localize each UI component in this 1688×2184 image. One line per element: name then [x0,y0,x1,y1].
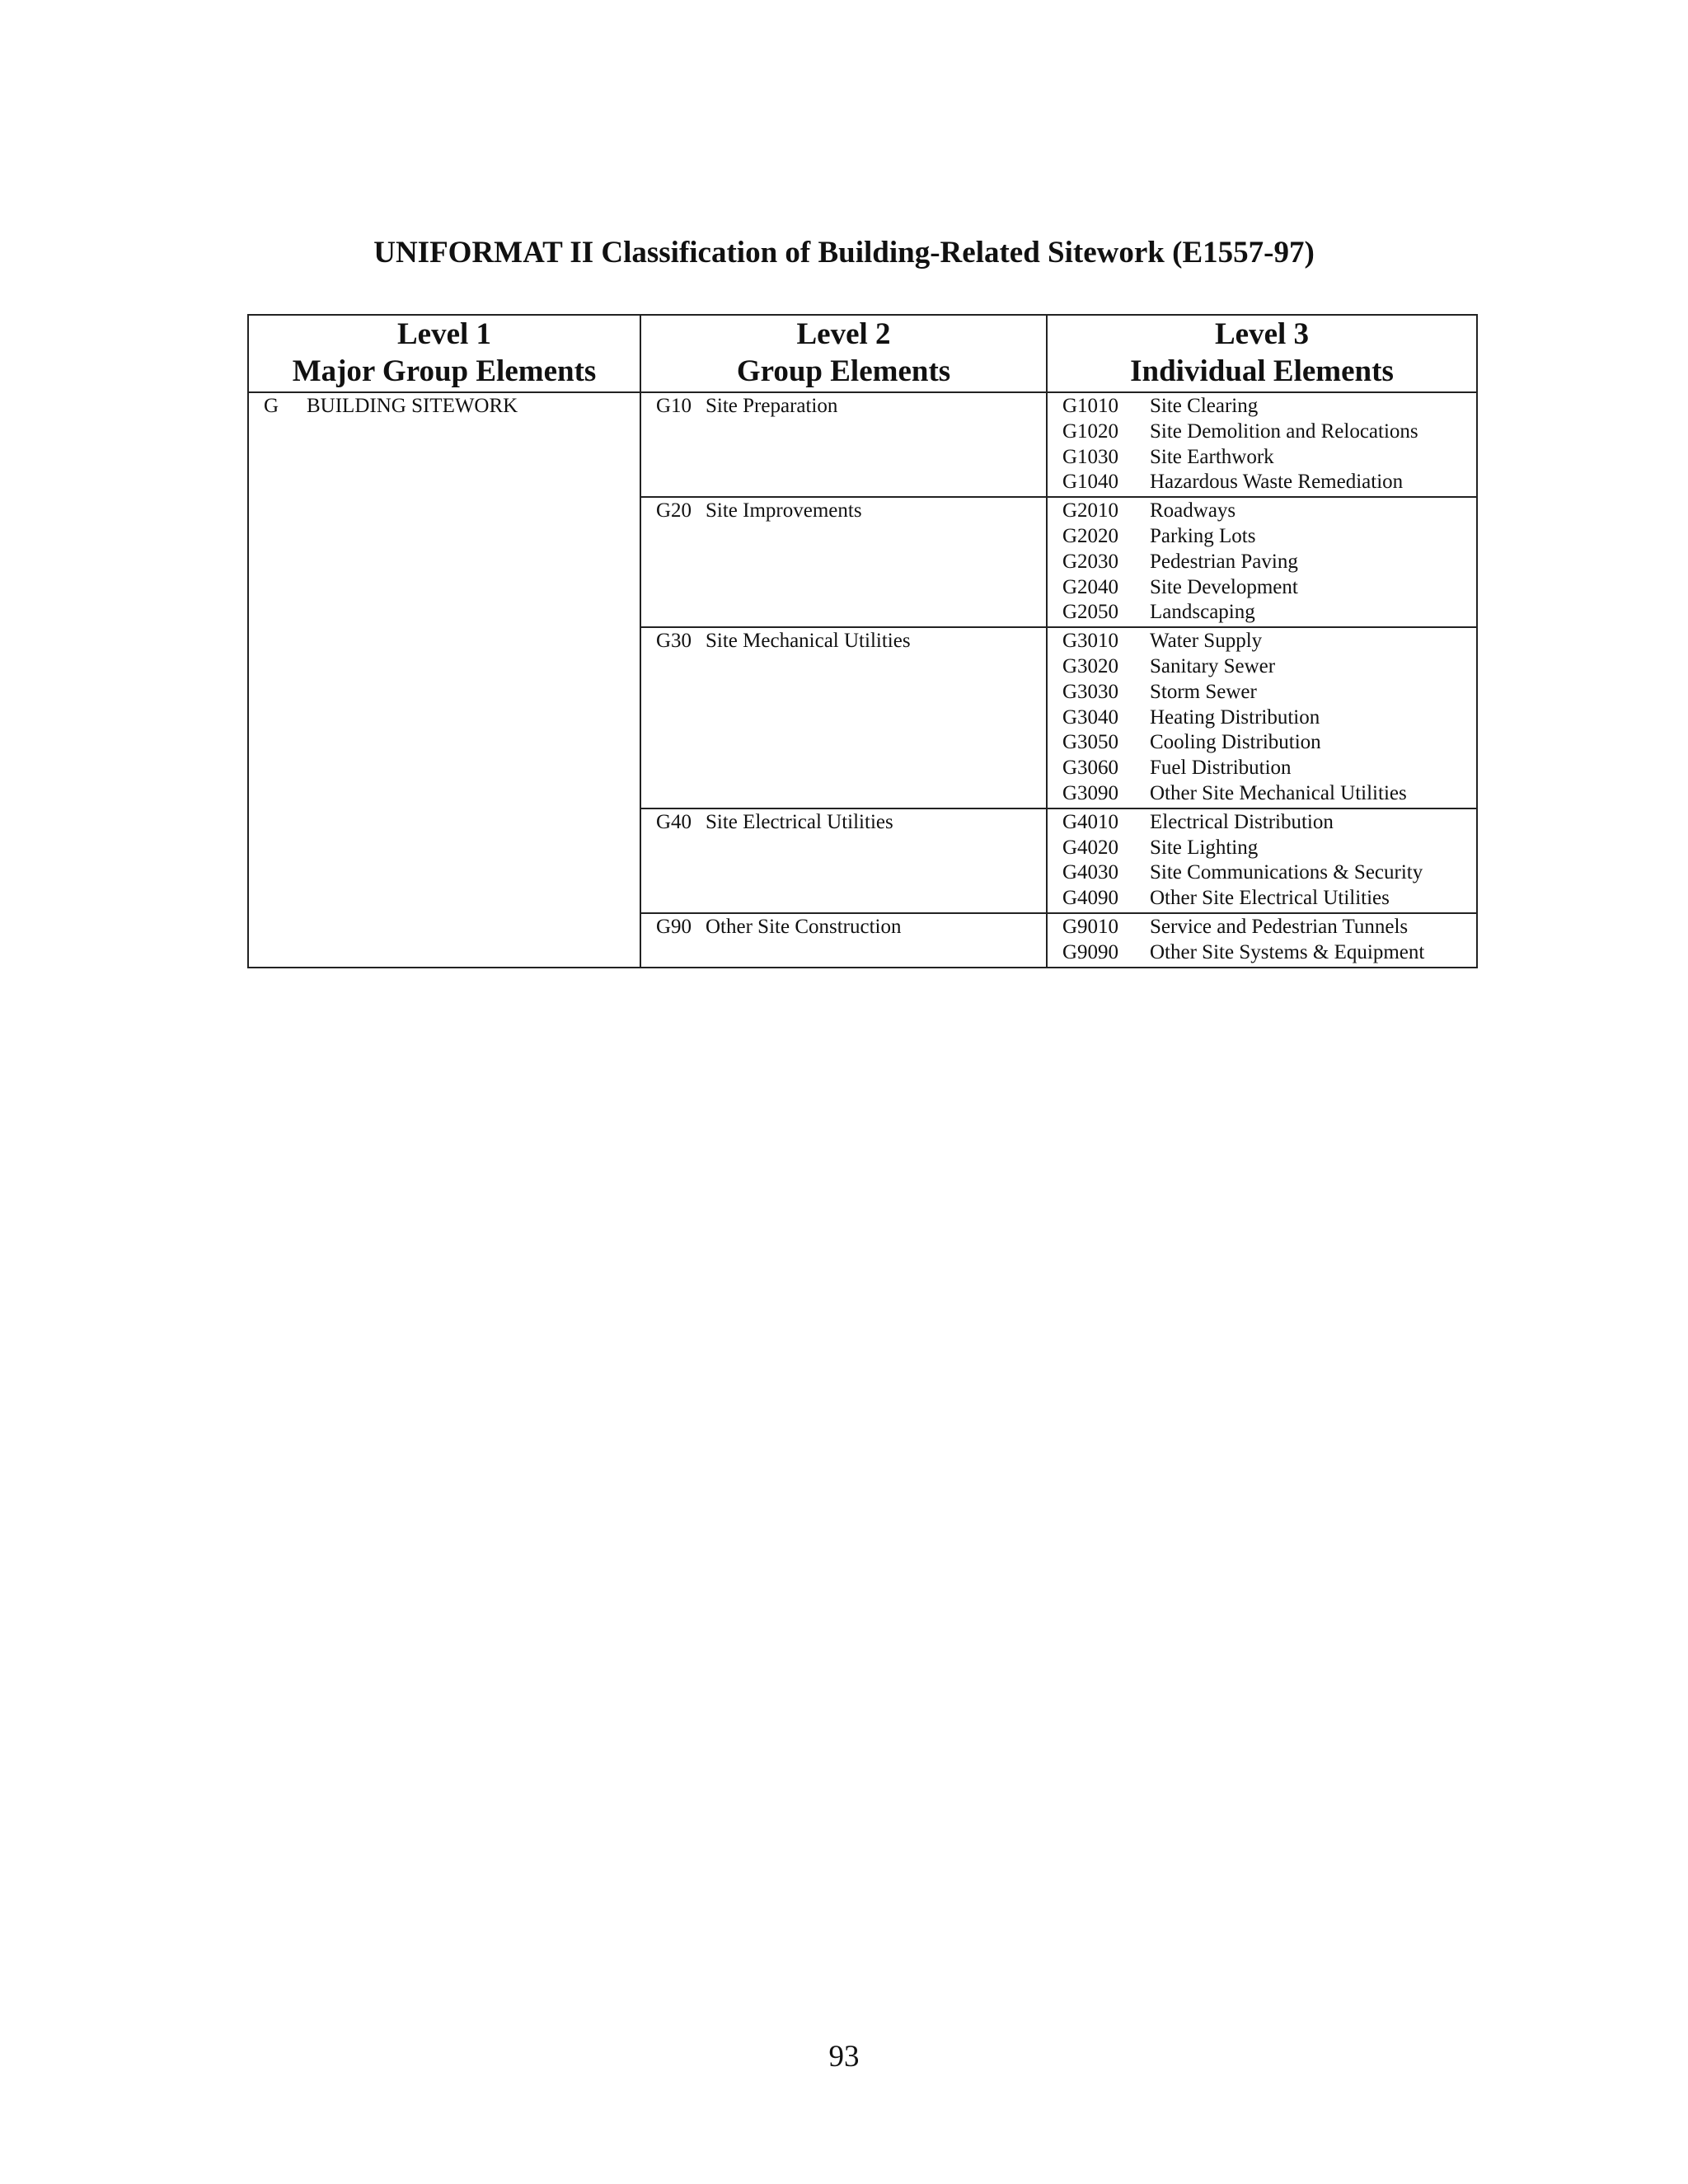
element-code: G3020 [1062,654,1119,677]
group-label: Other Site Construction [706,915,902,938]
list-item [1062,810,1476,836]
group-label: Site Preparation [706,395,838,417]
list-item [1062,550,1476,575]
elements-cell-g40 [1047,808,1477,913]
element-code: G4090 [1062,887,1119,910]
level1-label: BUILDING SITEWORK [307,395,518,417]
list-item [1062,445,1476,471]
element-label: Other Site Mechanical Utilities [1150,781,1407,804]
element-code: G4020 [1062,836,1119,859]
element-label: Parking Lots [1150,524,1256,547]
list-item [1062,394,1476,419]
group-cell-g10 [640,392,1047,497]
group-code: G10 [656,395,692,417]
element-label: Other Site Electrical Utilities [1150,887,1390,910]
element-label: Site Development [1150,575,1298,598]
list-item [1062,680,1476,705]
element-label: Other Site Systems & Equipment [1150,940,1425,963]
group-cell-g90 [640,913,1047,968]
header-level-2-line1: Level 2 [796,317,891,351]
list-item [1062,705,1476,731]
element-label: Pedestrian Paving [1150,550,1298,573]
element-label: Site Demolition and Relocations [1150,419,1418,443]
group-code: G90 [656,915,692,938]
list-item [1062,575,1476,601]
header-level-1 [248,315,640,392]
group-cell-g40 [640,808,1047,913]
element-label: Cooling Distribution [1150,731,1321,754]
element-label: Service and Pedestrian Tunnels [1150,915,1409,938]
list-item [1062,600,1476,626]
element-code: G3030 [1062,680,1119,703]
elements-cell-g30 [1047,627,1477,808]
header-level-3 [1047,315,1477,392]
element-code: G1020 [1062,419,1119,443]
group-code: G40 [656,810,692,833]
list-item [1062,499,1476,524]
element-code: G1030 [1062,445,1119,468]
level1-cell [248,392,640,968]
elements-cell-g90 [1047,913,1477,968]
group-cell-g30 [640,627,1047,808]
list-item [1062,730,1476,756]
elements-cell-g10 [1047,392,1477,497]
header-row [248,315,1477,392]
element-code: G4010 [1062,810,1119,833]
header-level-2 [640,315,1047,392]
element-code: G2030 [1062,550,1119,573]
header-level-1-line1: Level 1 [396,317,492,351]
element-label: Fuel Distribution [1150,757,1292,780]
elements-cell-g20 [1047,497,1477,627]
level1-code: G [264,395,279,417]
element-code: G2020 [1062,524,1119,547]
list-item [1062,860,1476,886]
element-code: G4030 [1062,861,1119,884]
element-label: Site Lighting [1150,836,1259,859]
table-body [248,392,1477,968]
element-code: G3090 [1062,781,1119,804]
list-item [1062,470,1476,495]
page-number: 93 [828,2040,860,2074]
element-label: Sanitary Sewer [1150,654,1276,677]
table-header [248,315,1477,392]
element-code: G9090 [1062,940,1119,963]
list-item [1062,419,1476,445]
group-cell-g20 [640,497,1047,627]
list-item [1062,756,1476,781]
list-item [1062,886,1476,912]
page-title: UNIFORMAT II Classification of Building-Related Sitework (E1557-97) [373,236,1315,269]
element-code: G2050 [1062,601,1119,624]
element-label: Hazardous Waste Remediation [1150,471,1404,494]
element-code: G2010 [1062,499,1119,523]
header-level-1-line2: Major Group Elements [292,354,597,388]
element-label: Landscaping [1150,601,1255,624]
element-code: G3050 [1062,731,1119,754]
list-item [1062,629,1476,654]
list-item [1062,940,1476,966]
element-code: G3010 [1062,630,1119,653]
group-code: G20 [656,499,692,523]
element-code: G1010 [1062,395,1119,417]
table-row [248,392,1477,497]
element-label: Site Communications & Security [1150,861,1423,884]
element-label: Heating Distribution [1150,705,1320,729]
element-label: Site Clearing [1150,395,1259,417]
group-code: G30 [656,630,692,653]
list-item [1062,524,1476,550]
list-item [1062,836,1476,861]
classification-table [247,314,1478,968]
element-code: G9010 [1062,915,1119,938]
element-label: Water Supply [1150,630,1263,653]
list-item [1062,654,1476,680]
group-label: Site Improvements [706,499,862,523]
element-code: G3040 [1062,705,1119,729]
element-label: Site Earthwork [1150,445,1274,468]
group-label: Site Electrical Utilities [706,810,893,833]
header-level-3-line1: Level 3 [1214,317,1310,351]
group-label: Site Mechanical Utilities [706,630,911,653]
element-label: Electrical Distribution [1150,810,1334,833]
element-label: Roadways [1150,499,1236,523]
header-level-2-line2: Group Elements [736,354,951,388]
list-item [1062,915,1476,940]
header-level-3-line2: Individual Elements [1130,354,1394,388]
element-code: G3060 [1062,757,1119,780]
element-label: Storm Sewer [1150,680,1257,703]
element-code: G2040 [1062,575,1119,598]
list-item [1062,781,1476,807]
element-code: G1040 [1062,471,1119,494]
